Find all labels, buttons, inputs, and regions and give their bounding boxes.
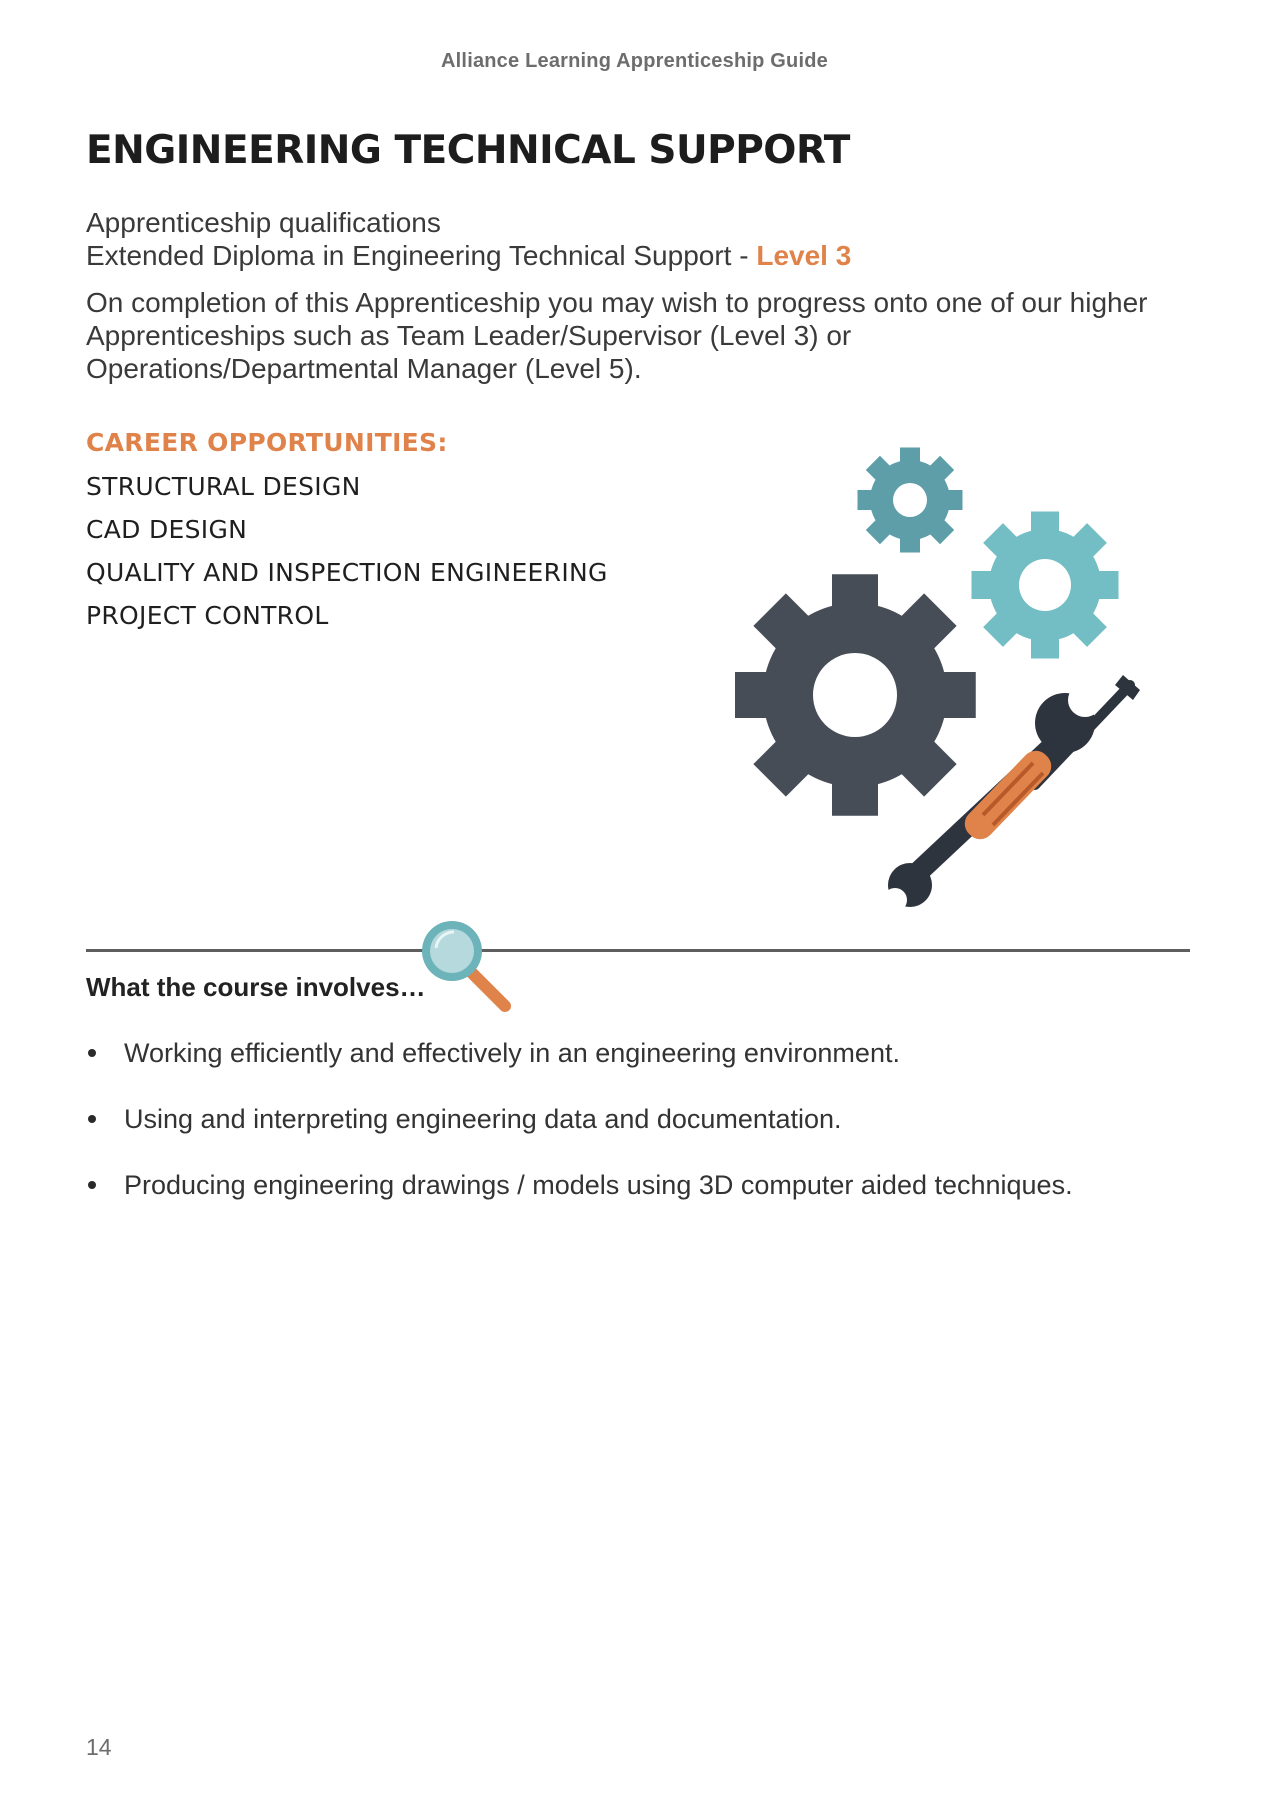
- magnifying-glass-icon: [420, 918, 525, 1018]
- career-item: QUALITY AND INSPECTION ENGINEERING: [86, 558, 608, 587]
- gears-wrench-screwdriver-icon: [735, 445, 1155, 925]
- progression-text: On completion of this Apprenticeship you may wish to progress onto one of our higher Apprenticeships such as Team Leader/Supervisor (Level 3) or Operations/Departmental Manager (Level 5).: [86, 287, 1148, 384]
- course-heading: What the course involves…: [86, 972, 426, 1002]
- qualification-level: Level 3: [756, 240, 852, 271]
- course-item: Producing engineering drawings / models using 3D computer aided techniques.: [86, 1167, 1073, 1233]
- page-title: ENGINEERING TECHNICAL SUPPORT: [86, 128, 850, 173]
- career-item: STRUCTURAL DESIGN: [86, 472, 361, 501]
- career-item: CAD DESIGN: [86, 515, 248, 544]
- career-heading: CAREER OPPORTUNITIES:: [86, 428, 448, 457]
- course-item: Working efficiently and effectively in an engineering environment.: [86, 1035, 1073, 1101]
- page-number: 14: [86, 1734, 112, 1760]
- course-item: Using and interpreting engineering data and documentation.: [86, 1101, 1073, 1167]
- course-list: [86, 1035, 1073, 1233]
- qualification-name: Extended Diploma in Engineering Technical Support -: [86, 240, 757, 271]
- qualification-line: [86, 239, 851, 272]
- career-list: [86, 470, 608, 642]
- running-header: Alliance Learning Apprenticeship Guide: [441, 50, 828, 72]
- qualifications-label: Apprenticeship qualifications: [86, 207, 441, 238]
- career-item: PROJECT CONTROL: [86, 601, 329, 630]
- section-divider: [86, 949, 1190, 952]
